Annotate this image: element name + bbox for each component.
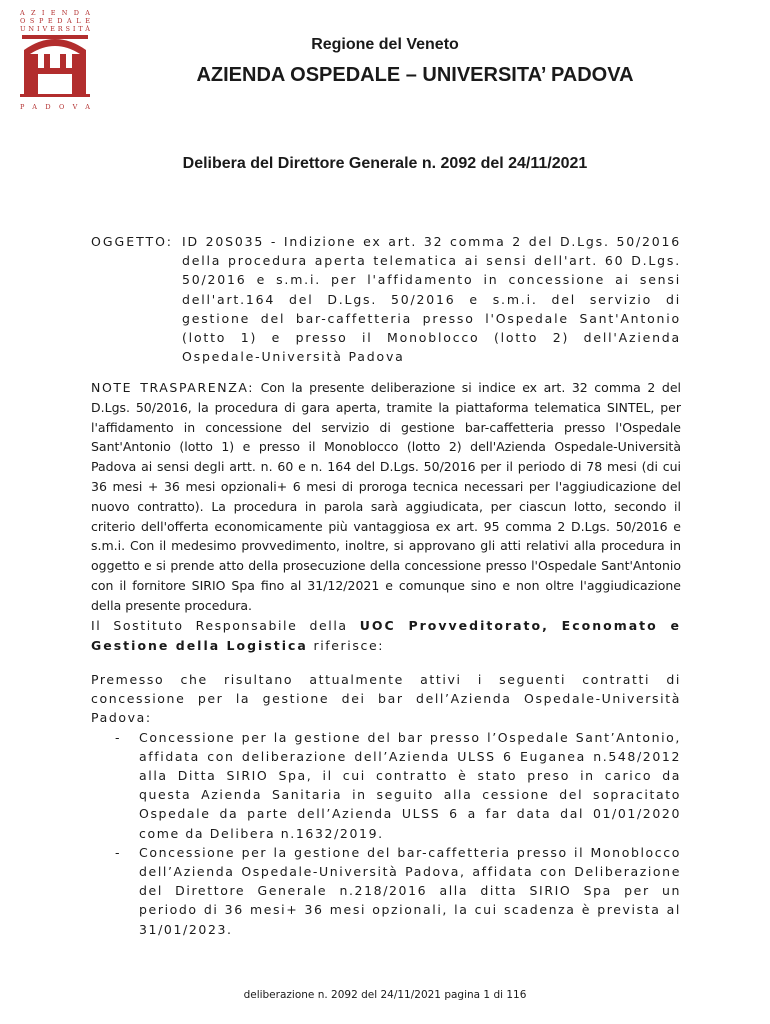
region-heading: Regione del Veneto — [311, 36, 459, 53]
logo-text-lower: UNIVERSITÀ — [20, 25, 90, 33]
sostituto-prefix: Il Sostituto Responsabile della — [91, 618, 348, 633]
logo-text-bottom: PADOVA — [20, 103, 90, 111]
page-footer: deliberazione n. 2092 del 24/11/2021 pagina 1 di 116 — [243, 989, 527, 1001]
sostituto-paragraph — [91, 616, 681, 655]
company-heading: AZIENDA OSPEDALE – UNIVERSITA’ PADOVA — [196, 64, 634, 86]
hospital-logo — [16, 8, 94, 112]
oggetto-label: OGGETTO: — [91, 234, 173, 249]
note-label: NOTE TRASPARENZA: — [91, 380, 255, 395]
list-item — [91, 728, 681, 843]
list-dash: - — [115, 729, 122, 745]
oggetto-section — [91, 232, 681, 366]
list-item-text: Concessione per la gestione del bar presso l’Ospedale Sant’Antonio, affidata con deliberazione dell’Azienda ULSS 6 Euganea n.548/2012 alla Ditta SIRIO Spa, il cui contratto è stato preso in carico da questa Azienda Sanitaria in seguito alla cessione del sopracitato Ospedale da parte dell’Azienda ULSS 6 a far data dal 01/01/2020 come da Delibera n.1632/2019. — [139, 729, 681, 841]
sostituto-suffix: riferisce: — [313, 637, 385, 653]
note-trasparenza-section — [91, 378, 681, 616]
oggetto-text: ID 20S035 - Indizione ex art. 32 comma 2 del D.Lgs. 50/2016 della procedura aperta telematica ai sensi dell'art. 60 D.Lgs. 50/2016 e s.m.i. per l'affidamento in concessione ai sensi dell'art.164 del D.Lgs. 50/2016 e s.m.i. del servizio di gestione del bar-caffetteria presso l'Ospedale Sant'Antonio (lotto 1) e presso il Monoblocco (lotto 2) dell'Azienda Ospedale-Università Padova — [182, 234, 681, 365]
premesso-intro: Premesso che risultano attualmente attivi i seguenti contratti di concessione per la gestione dei bar dell’Azienda Ospedale-Università Padova: — [91, 672, 681, 726]
contracts-list — [91, 728, 681, 939]
logo-pillar-left — [24, 54, 38, 94]
logo-inner-left — [44, 54, 50, 68]
list-dash: - — [115, 844, 122, 860]
logo-text-top: AZIENDA — [20, 9, 90, 17]
logo-base — [20, 94, 90, 97]
note-text: Con la presente deliberazione si indice ex art. 32 comma 2 del D.Lgs. 50/2016, la procedura di gara aperta, tramite la piattaforma telematica SINTEL, per l'affidamento in concessione del servizio di gestione bar-caffetteria presso l'Ospedale Sant'Antonio (lotto 1) e presso il Monoblocco (lotto 2) dell'Azienda Ospedale-Università Padova ai sensi degli artt. n. 60 e n. 164 del D.Lgs. 50/2016 per il periodo di 78 mesi (di cui 36 mesi + 36 mesi opzionali+ 6 mesi di proroga tecnica necessari per l'aggiudicazione del nuovo contratto). La procedura in parola sarà aggiudicata, per ciascun lotto, secondo il criterio dell'offerta economicamente più vantaggiosa ex art. 95 comma 2 D.Lgs. 50/2016 e s.m.i. Con il medesimo provvedimento, inoltre, si approvano gli atti relativi alla procedura in oggetto e si prende atto della prosecuzione della concessione presso l'Ospedale Sant'Antonio con il fornitore SIRIO Spa fino al 31/12/2021 e comunque sino e non oltre l'aggiudicazione della presente procedura. — [91, 380, 681, 613]
sostituto-uoc: UOC Provveditorato, Economato e Gestione della Logistica — [91, 618, 681, 653]
logo-text-middle: OSPEDALE — [20, 17, 90, 25]
premesso-section — [91, 670, 681, 939]
delibera-title: Delibera del Direttore Generale n. 2092 del 24/11/2021 — [182, 155, 588, 172]
list-item-text: Concessione per la gestione del bar-caffetteria presso il Monoblocco dell’Azienda Ospedale-Università Padova, affidata con Deliberazione del Direttore Generale n.218/2016 alla ditta SIRIO Spa per un periodo di 36 mesi+ 36 mesi opzionali, la cui scadenza è prevista al 31/01/2023. — [139, 844, 681, 937]
list-item — [91, 843, 681, 939]
